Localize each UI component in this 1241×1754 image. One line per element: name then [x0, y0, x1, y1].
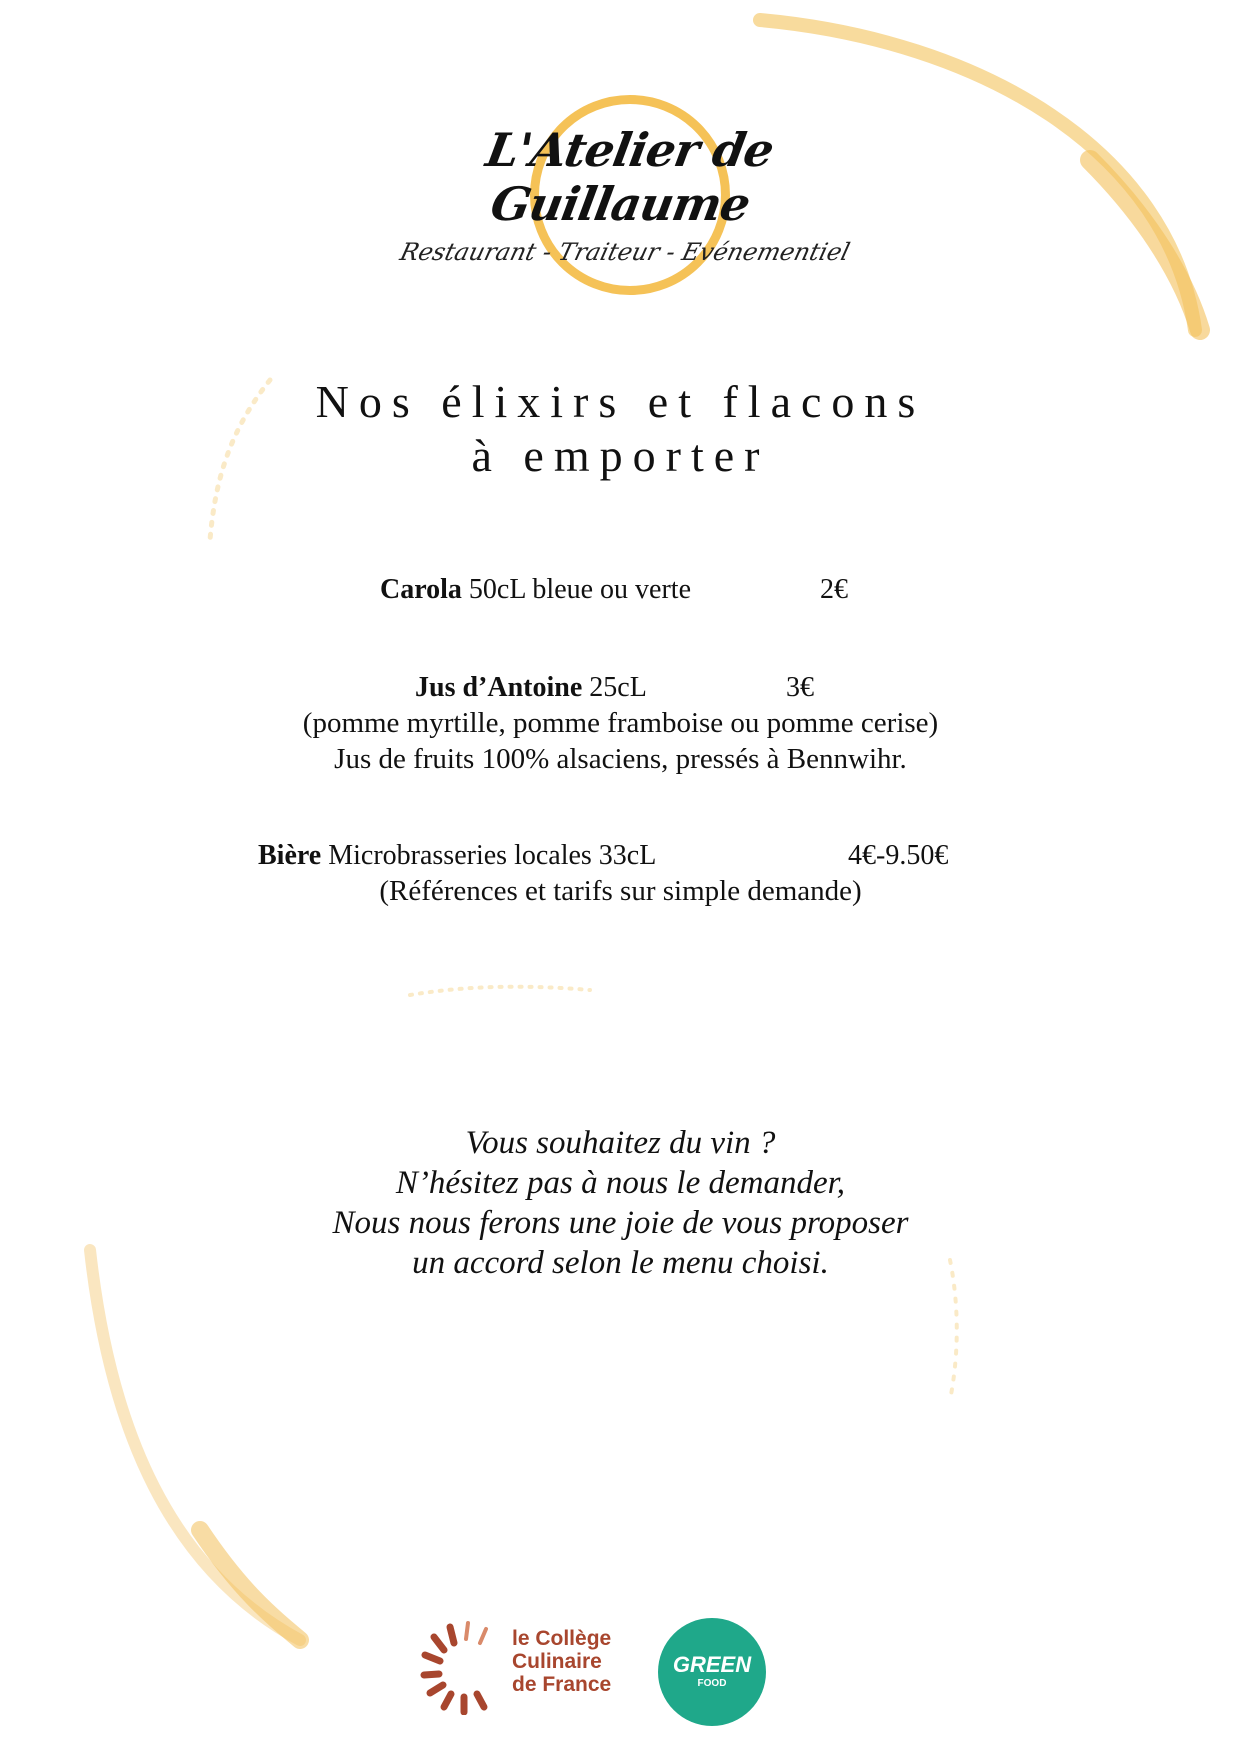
item-note: Jus de fruits 100% alsaciens, pressés à Bennwihr. [334, 743, 907, 775]
item-detail: 50cL bleue ou verte [468, 574, 692, 605]
item-detail: 25cL [589, 672, 647, 703]
page-title [220, 375, 1021, 483]
green-food-name: GREEN [672, 1652, 752, 1677]
item-note: (Références et tarifs sur simple demande) [379, 875, 862, 907]
college-line: le Collège [512, 1627, 612, 1650]
green-food-logo [658, 1618, 766, 1726]
menu-item-biere [258, 838, 656, 874]
menu-item-carola [380, 572, 691, 608]
item-name: Bière [258, 840, 322, 871]
brand-name: L'Atelier de Guillaume [482, 123, 778, 231]
item-note: (pomme myrtille, pomme framboise ou pomme cerise) [302, 707, 939, 739]
item-name: Carola [380, 574, 462, 605]
college-culinaire-logo [420, 1615, 620, 1715]
wine-line: N’hésitez pas à nous le demander, [395, 1165, 846, 1201]
item-price: 3€ [786, 672, 814, 703]
wine-line: un accord selon le menu choisi. [412, 1245, 829, 1281]
item-price: 4€-9.50€ [848, 840, 949, 871]
college-line: de France [512, 1673, 612, 1696]
green-food-sub: FOOD [697, 1678, 727, 1689]
college-emblem-icon [420, 1615, 510, 1715]
brand-logo [390, 95, 860, 305]
title-line-1: Nos élixirs et flacons [315, 376, 926, 427]
wine-line: Nous nous ferons une joie de vous proposer [332, 1205, 909, 1241]
menu-item-jus-antoine [415, 670, 647, 706]
wine-line: Vous souhaitez du vin ? [465, 1125, 776, 1161]
item-name: Jus d’Antoine [415, 672, 583, 703]
wine-note [220, 1123, 1021, 1283]
college-name [512, 1627, 611, 1696]
item-detail: Microbrasseries locales 33cL [328, 840, 657, 871]
item-price: 2€ [820, 574, 848, 605]
brand-tagline: Restaurant - Traiteur - Evénementiel [397, 238, 853, 266]
college-line: Culinaire [512, 1650, 602, 1673]
title-line-2: à emporter [471, 430, 770, 481]
